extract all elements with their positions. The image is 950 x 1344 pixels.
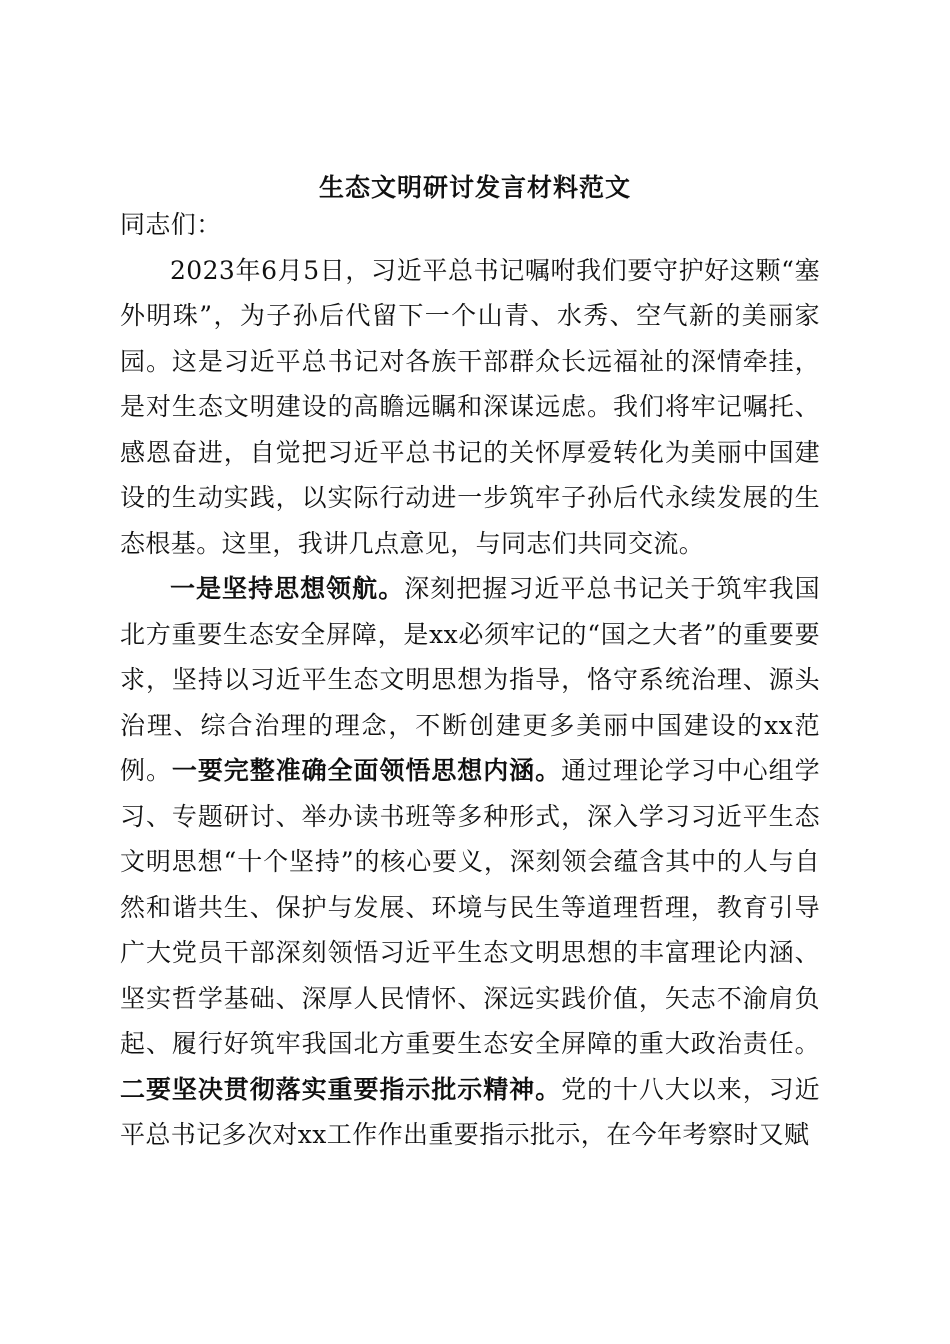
salutation: 同志们： xyxy=(120,210,222,239)
subheading-one: 一要完整准确全面领悟思想内涵。 xyxy=(171,756,562,785)
document-body xyxy=(120,202,820,1158)
section-heading: 一是坚持思想领航。 xyxy=(170,574,405,603)
subheading-two: 二要坚决贯彻落实重要指示批示精神。 xyxy=(120,1074,562,1104)
document-title: 生态文明研讨发言材料范文 xyxy=(318,173,631,202)
paragraph-intro: 2023年6月5日，习近平总书记嘱咐我们要守护好这颗“塞外明珠”，为子孙后代留下一个山青、水秀、空气新的美丽家园。这是习近平总书记对各族干部群众长远福祉的深情牵挂，是对生态文明建设的高瞻远瞩和深谋远虑。我们将牢记嘱托、感恩奋进，自觉把习近平总书记的关怀厚爱转化为美丽中国建设的生动实践，以实际行动进一步筑牢子孙后代永续发展的生态根基。这里，我讲几点意见，与同志们共同交流。 xyxy=(120,255,820,558)
paragraph-section-one xyxy=(120,566,820,1158)
subheading-two-text: 党的十八大以来，习近平总书记多次对xx工作作出重要指示批示，在今年考察时又赋 xyxy=(120,1074,820,1149)
subheading-one-text: 通过理论学习中心组学习、专题研讨、举办读书班等多种形式，深入学习习近平生态文明思想“十个坚持”的核心要义，深刻领会蕴含其中的人与自然和谐共生、保护与发展、环境与民生等道理哲理，教育引导广大党员干部深刻领悟习近平生态文明思想的丰富理论内涵、坚实哲学基础、深厚人民情怀、深远实践价值，矢志不渝肩负起、履行好筑牢我国北方重要生态安全屏障的重大政治责任。 xyxy=(120,756,820,1058)
section-text: 深刻把握习近平总书记关于筑牢我国北方重要生态安全屏障，是xx必须牢记的“国之大者”的重要要求，坚持以习近平生态文明思想为指导，恪守系统治理、源头治理、综合治理的理念，不断创建更多美丽中国建设的xx范例。 xyxy=(120,574,821,785)
